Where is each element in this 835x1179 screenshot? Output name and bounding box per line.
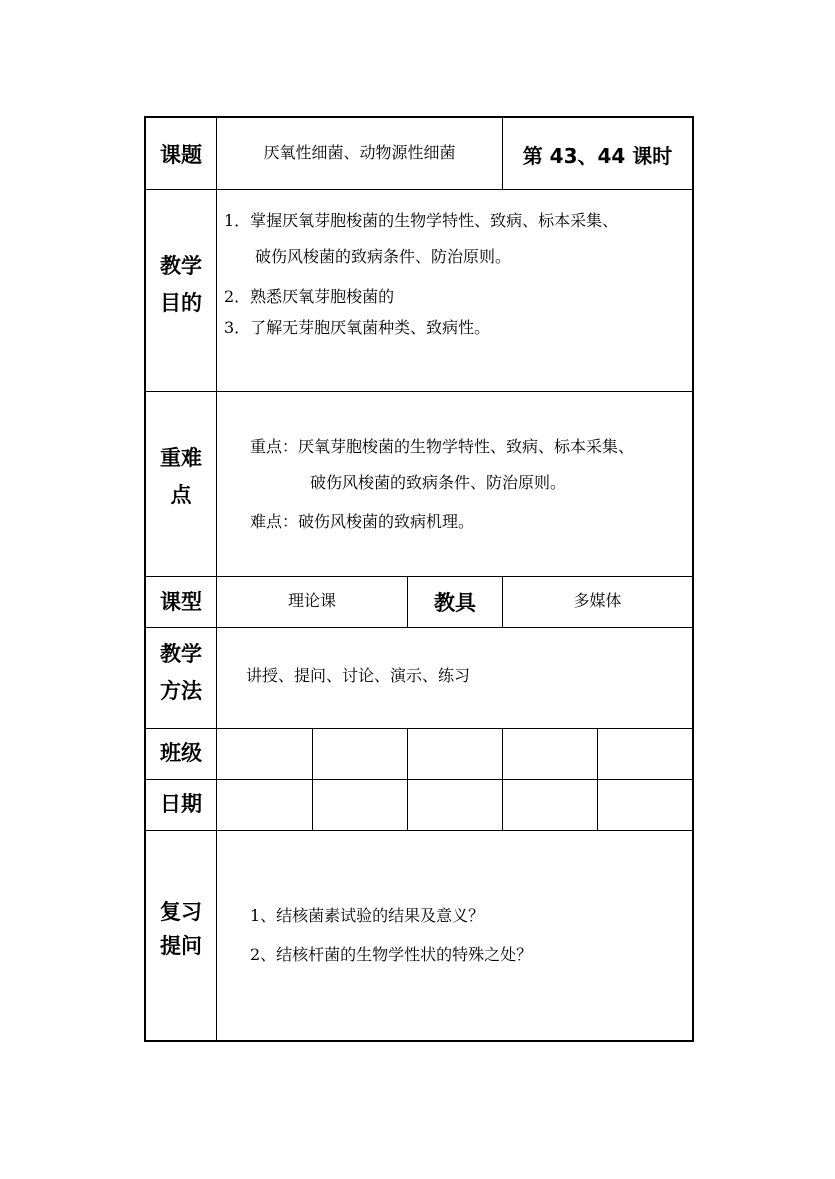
review-label-line: 提问 — [160, 933, 202, 958]
row-divider — [146, 627, 692, 628]
date-label: 日期 — [160, 792, 202, 816]
cell-divider — [407, 728, 408, 830]
objectives-label-line: 教学 — [160, 254, 202, 278]
topic-label: 课题 — [160, 143, 202, 167]
key-points-label — [146, 440, 216, 514]
key-points-label-line: 重难 — [160, 446, 202, 470]
key-point-line-1: 重点：厌氧芽胞梭菌的生物学特性、致病、标本采集、 — [250, 437, 635, 456]
class-label: 班级 — [160, 741, 202, 765]
objective-item-1-line-1: 1．掌握厌氧芽胞梭菌的生物学特性、致病、标本采集、 — [224, 211, 619, 230]
key-point-line-2: 破伤风梭菌的致病条件、防治原则。 — [310, 473, 567, 492]
objectives-label — [146, 248, 216, 322]
row-divider — [146, 779, 692, 780]
teaching-tools-value: 多媒体 — [573, 591, 622, 610]
lesson-period: 第 43、44 课时 — [522, 144, 673, 168]
methods-label-line: 方法 — [160, 678, 202, 703]
row-divider — [146, 576, 692, 577]
row-divider — [146, 391, 692, 392]
topic-value: 厌氧性细菌、动物源性细菌 — [263, 143, 456, 162]
lesson-type-label: 课型 — [160, 590, 202, 614]
review-question-1: 1、结核菌素试验的结果及意义？ — [250, 906, 485, 925]
review-question-2: 2、结核杆菌的生物学性状的特殊之处？ — [250, 945, 533, 964]
review-label — [146, 896, 216, 963]
objective-item-3: 3．了解无芽胞厌氧菌种类、致病性。 — [224, 318, 491, 337]
objectives-label-line: 目的 — [160, 290, 202, 315]
key-points-label-line: 点 — [170, 482, 192, 507]
label-column-divider — [216, 118, 217, 1040]
objective-item-1-line-2: 破伤风梭菌的致病条件、防治原则。 — [255, 247, 512, 266]
methods-value: 讲授、提问、讨论、演示、练习 — [246, 666, 471, 685]
methods-label-line: 教学 — [160, 642, 202, 666]
lesson-plan-table — [144, 116, 694, 1042]
cell-divider — [597, 728, 598, 830]
difficulty-line: 难点：破伤风梭菌的致病机理。 — [250, 512, 475, 531]
cell-divider — [502, 728, 503, 830]
row-divider — [146, 189, 692, 190]
row-divider — [146, 830, 692, 831]
cell-divider — [312, 728, 313, 830]
row-divider — [146, 728, 692, 729]
objective-item-2: 2．熟悉厌氧芽胞梭菌的 — [224, 287, 395, 306]
review-label-line: 复习 — [160, 900, 202, 924]
lesson-type-value: 理论课 — [287, 591, 336, 610]
methods-label — [146, 636, 216, 710]
teaching-tools-label: 教具 — [434, 591, 476, 615]
